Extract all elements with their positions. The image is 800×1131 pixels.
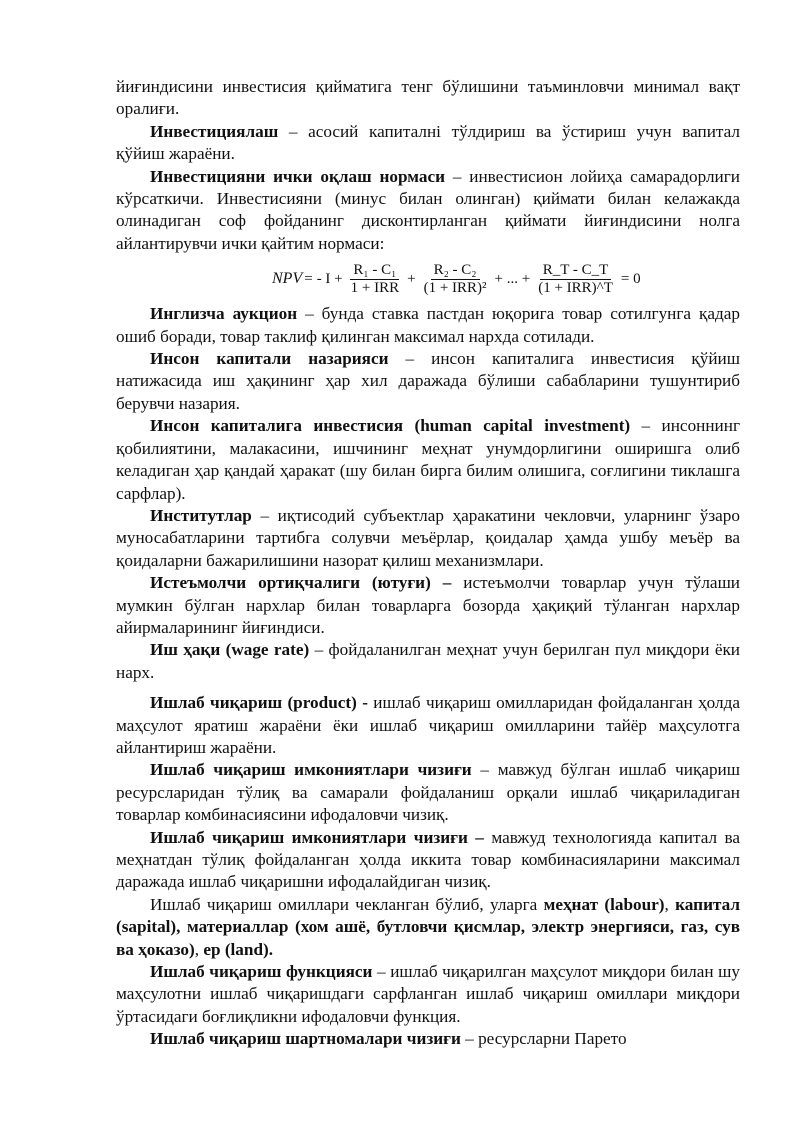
- definition-text: – мавжуд бўлган ишлаб чиқариш ресурсларидан тўлиқ ва самарали фойдаланиш орқали ишлаб чиқариладиган товарлар комбинасиясини ифодаловчи чизиқ.: [116, 760, 740, 825]
- term-bold: Инглизча аукцион: [150, 304, 298, 324]
- formula-term-t: [535, 262, 616, 297]
- definition-paragraph: [116, 639, 740, 684]
- definition-paragraph: [116, 961, 740, 1028]
- term-t-denominator: (1 + IRR)^T: [538, 279, 613, 296]
- definition-paragraph: [116, 303, 740, 348]
- definition-paragraph: [116, 692, 740, 759]
- definition-text: – ишлаб чиқарилган маҳсулот миқдори билан шу маҳсулотни ишлаб чиқаришдаги сарфланган ишлаб чиқариш омиллари миқдори ўртасидаги боғлиқликни ифодаловчи функция.: [116, 962, 740, 1026]
- definition-text: – инвестисион лойиҳа самарадорлиги кўрсаткичи. Инвестисияни (минус билан олинган) қиймати билан келажакда олинадиган соф фойданинг дисконтирланган қиймати йиғиндисини нолга айлантирувчи ички қайтим нормаси:: [116, 166, 740, 253]
- term-bold: Иш ҳақи (wage rate): [150, 640, 310, 660]
- term-bold: меҳнат (labour): [543, 894, 665, 914]
- term-1-numerator: R₁ - C₁: [350, 262, 399, 280]
- paragraph-group-top: [116, 76, 740, 255]
- definition-text: – иқтисодий субъектлар ҳаракатини чекловчи, уларнинг ўзаро муносабатларини тартибга солувчи меъёрлар, қоидалар ҳамда ушбу меъёр ва қоидаларни бажарилишини назорат қилиш механизмлари.: [116, 505, 740, 570]
- definition-paragraph: [116, 348, 740, 415]
- formula-result: = 0: [620, 271, 641, 288]
- definition-paragraph: [116, 505, 740, 572]
- term-2-denominator: (1 + IRR)²: [423, 279, 487, 296]
- formula-term-1: [348, 262, 402, 297]
- definition-paragraph: [116, 76, 740, 121]
- definition-text: ишлаб чиқариш омилларидан фойдаланган ҳолда маҳсулот яратиш жараёни ёки ишлаб чиқариш омилларини тайёр маҳсулотга айлантириш жараёни.: [116, 693, 740, 757]
- term-1-denominator: 1 + IRR: [350, 279, 400, 296]
- formula-npv: NPV: [272, 270, 303, 288]
- formula-term-2: [421, 262, 490, 297]
- term-bold: Институтлар: [150, 505, 252, 525]
- term-bold: Ишлаб чиқариш имкониятлари чизиғи: [150, 760, 472, 780]
- definition-text: – бунда ставка пастдан юқорига товар сотилгунга қадар ошиб боради, товар таклиф қилинган максимал нархда сотилади.: [116, 304, 740, 346]
- definition-paragraph: [116, 572, 740, 639]
- definition-text: – инсоннинг қобилиятини, малакасини, ишчининг меҳнат унумдорлигини оширишга олиб келадиган ҳар қандай ҳаракат (шу билан бирга билим олишига, соғлигини тиклашга сарфлар).: [116, 416, 741, 503]
- definition-text: – асосий капиталнi тўлдириш ва ўстириш учун вапитал қўйиш жараёни.: [116, 121, 740, 164]
- definition-text: ,: [664, 894, 676, 914]
- term-bold: Инсон капитали назарияси: [150, 349, 389, 369]
- term-bold: Инсон капиталига инвестисия (human capital investment): [150, 416, 631, 436]
- definition-text: Ишлаб чиқариш омиллари чекланган бўлиб, уларга: [150, 894, 544, 914]
- formula-dots: + ... +: [494, 271, 531, 288]
- term-bold: капитал (sapital), материаллар (хом ашё, бутловчи қисмлар, электр энергияси, газ, сув ва ҳоказо): [116, 894, 741, 959]
- term-t-numerator: R_T - C_T: [540, 262, 612, 280]
- definition-text: – инсон капиталига инвестисия қўйиш натижасида иш ҳақининг ҳар хил даражада бўлиши сабабларини тушунтириб берувчи назария.: [116, 349, 740, 413]
- definition-text: – ресурсларни Парето: [460, 1029, 627, 1049]
- definition-paragraph: [116, 166, 740, 256]
- formula-minus-i: - I +: [316, 271, 343, 288]
- term-bold: Ишлаб чиқариш (product) -: [150, 693, 368, 713]
- term-bold: Инвестицияни ички оқлаш нормаси: [150, 166, 445, 186]
- definition-paragraph: [116, 759, 740, 826]
- definition-text: мавжуд технологияда капитал ва меҳнатдан тўлиқ фойдаланган ҳолда иккита товар комбинасияларини максимал даражада ишлаб чиқаришни ифодалайдиган чизиқ.: [116, 827, 740, 892]
- definition-text: ,: [194, 939, 204, 959]
- document-page: [116, 76, 740, 1051]
- formula-equals: =: [304, 271, 313, 288]
- term-bold: Ишлаб чиқариш функцияси: [150, 962, 373, 982]
- definition-paragraph: [116, 121, 740, 166]
- term-bold: ер (land).: [203, 939, 274, 959]
- term-2-numerator: R₂ - C₂: [431, 262, 480, 280]
- term-bold: Инвестициялаш: [150, 121, 279, 141]
- term-bold: Ишлаб чиқариш имкониятлари чизиғи –: [150, 827, 484, 847]
- definition-paragraph: [116, 415, 740, 505]
- definition-text: истеъмолчи товарлар учун тўлаши мумкин бўлган нархлар билан товарларга бозорда ҳақиқий тўланган нархлар айирмаларининг йиғиндиси.: [116, 573, 740, 637]
- definition-paragraph: [116, 1028, 740, 1050]
- term-bold: Истеъмолчи ортиқчалиги (ютуғи) –: [150, 573, 452, 593]
- definition-text: – фойдаланилган меҳнат учун берилган пул миқдори ёки нарх.: [116, 640, 740, 682]
- npv-formula: [272, 255, 740, 303]
- formula-plus: +: [407, 271, 416, 288]
- definition-paragraph: [116, 827, 740, 894]
- definition-paragraph: [116, 894, 740, 961]
- paragraph-group-bottom: [116, 303, 740, 1050]
- definition-text: йиғиндисини инвестисия қийматига тенг бўлишини таъминловчи минимал вақт оралиғи.: [116, 77, 740, 119]
- term-bold: Ишлаб чиқариш шартномалари чизиғи: [150, 1029, 461, 1049]
